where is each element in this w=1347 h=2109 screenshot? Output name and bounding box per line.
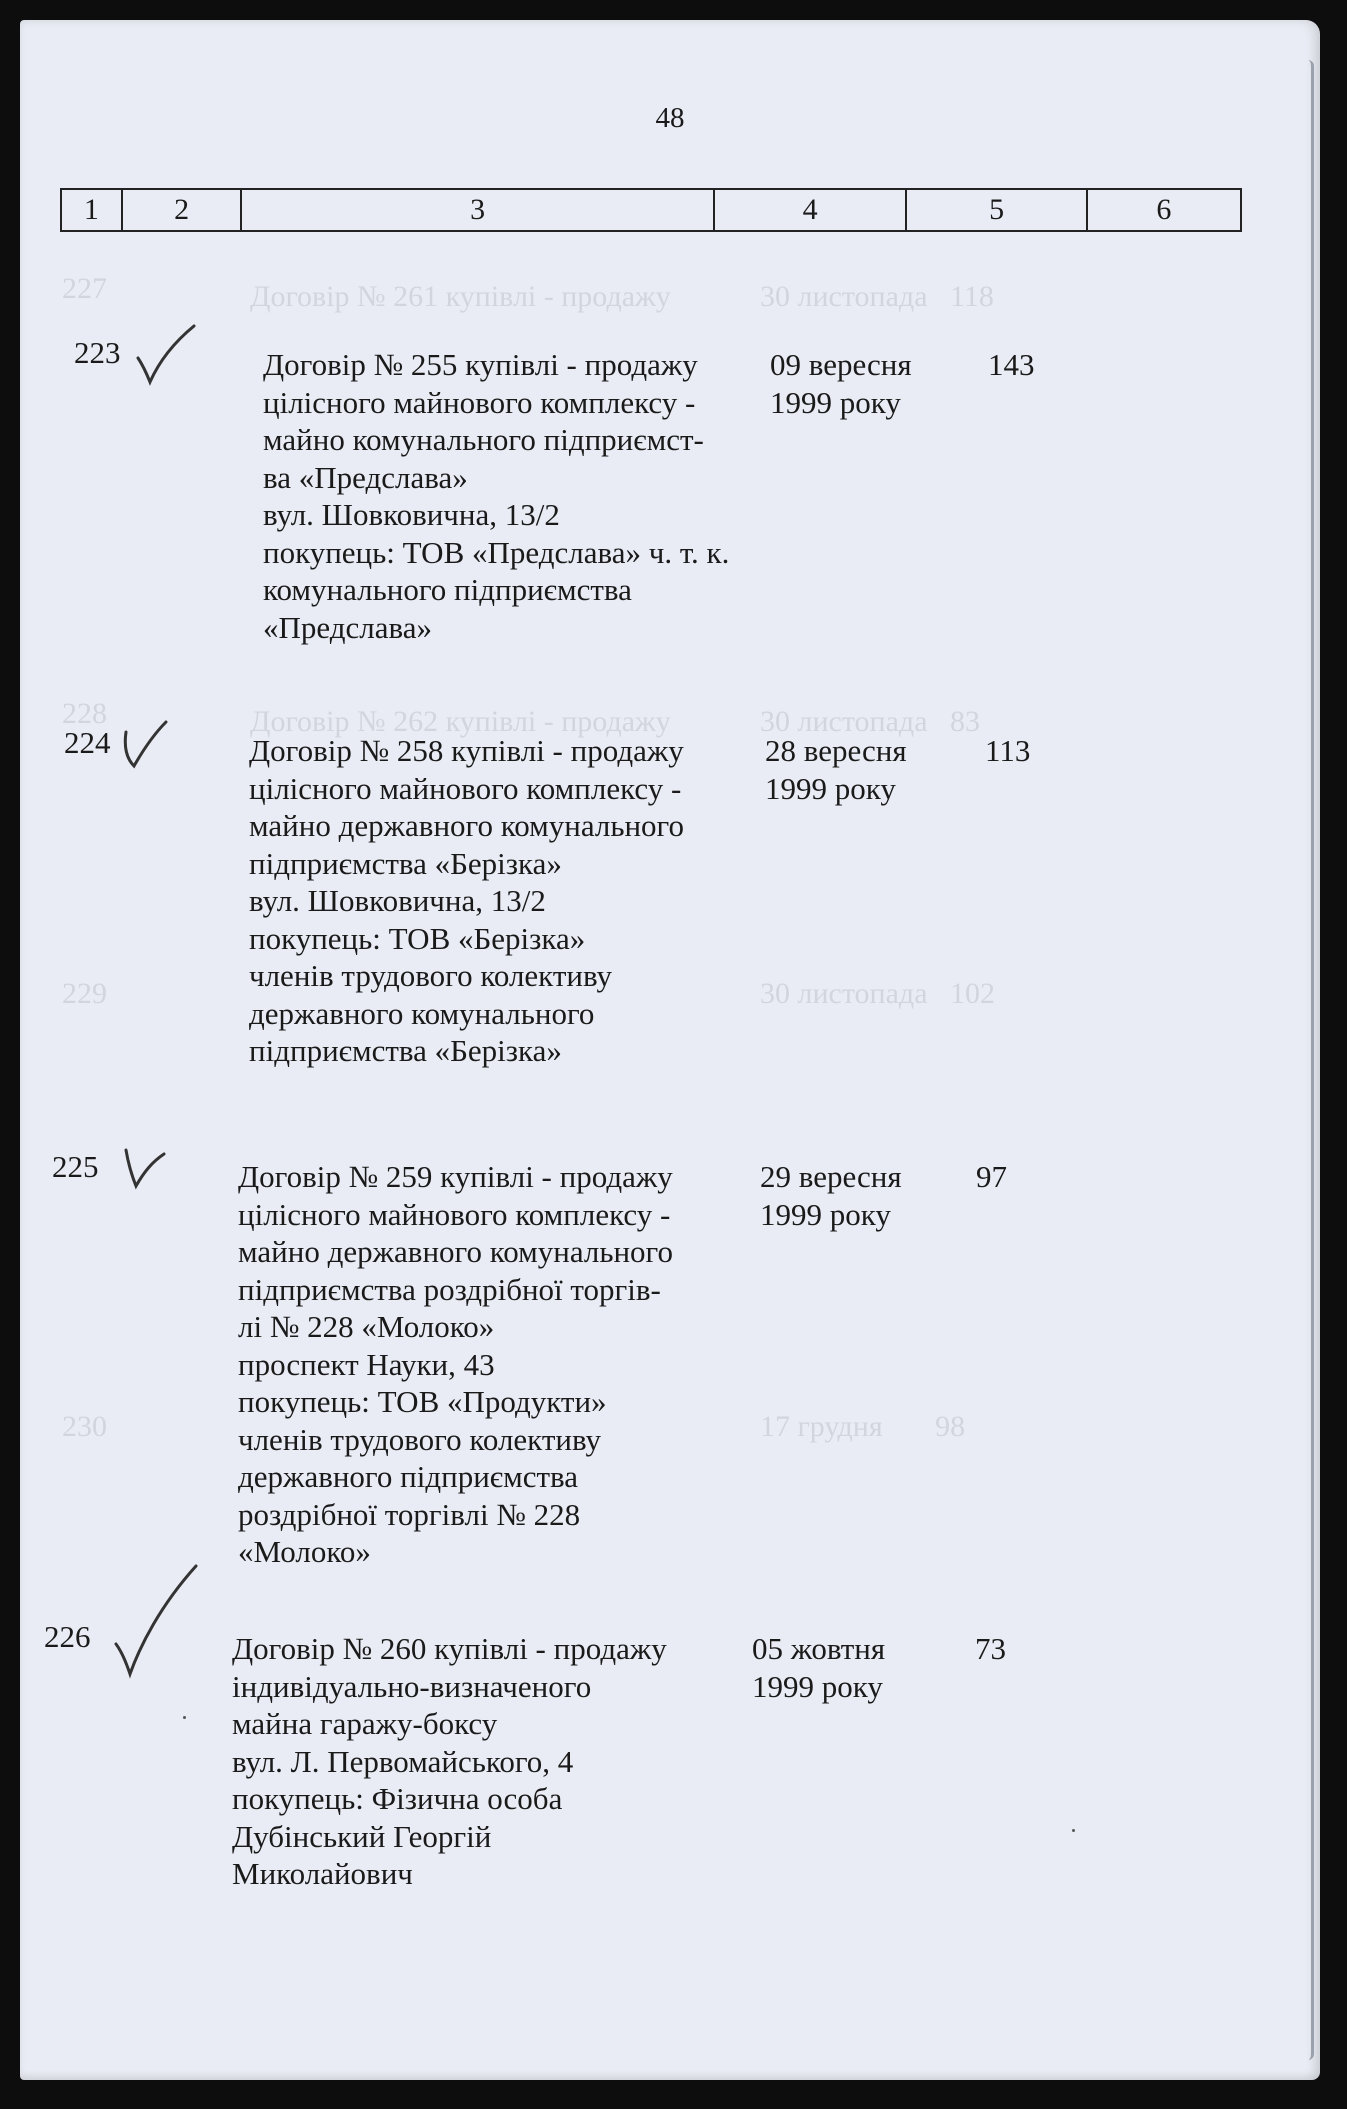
record-description: Договір № 258 купівлі - продажу цілісного майнового комплексу - майно державного комунального підприємства «Берізка» вул. Шовковична, 13/2 покупець: ТОВ «Берізка» членів трудового колективу державного комунального підприємства «Берізка» — [249, 733, 684, 1068]
record-number: 223 — [74, 335, 121, 370]
bleed-through-text: 230 — [62, 1410, 107, 1443]
record-date: 05 жовтня 1999 року — [752, 1631, 886, 1704]
paper-speck — [1072, 1829, 1075, 1832]
column-header: 1 — [61, 189, 122, 231]
column-header: 6 — [1087, 189, 1241, 231]
column-header: 5 — [906, 189, 1086, 231]
checkmark-icon — [120, 1140, 176, 1196]
record-number: 225 — [52, 1149, 99, 1184]
checkmark-icon — [110, 1560, 210, 1680]
record-page-count: 73 — [975, 1631, 1006, 1666]
record-page-count: 97 — [976, 1159, 1007, 1194]
record-date: 09 вересня 1999 року — [770, 347, 912, 420]
bleed-through-text: 30 листопада 102 — [760, 977, 996, 1010]
bleed-through-text: 229 — [62, 977, 107, 1010]
record-page-count: 143 — [988, 347, 1035, 382]
document-page — [20, 20, 1320, 2080]
page-edge — [1303, 60, 1314, 2060]
record-date: 29 вересня 1999 року — [760, 1159, 902, 1232]
record-description: Договір № 260 купівлі - продажу індивідуально-визначеного майна гаражу-боксу вул. Л. Первомайського, 4 покупець: Фізична особа Дубінський Георгій Миколайович — [232, 1631, 667, 1891]
bleed-through-text: 227 — [62, 272, 107, 305]
bleed-through-text: Договір № 261 купівлі - продажу — [250, 280, 671, 313]
record-number: 226 — [44, 1619, 91, 1654]
page-number: 48 — [655, 102, 685, 134]
column-header: 2 — [122, 189, 242, 231]
checkmark-icon — [132, 320, 202, 390]
bleed-through-text: 228 — [62, 697, 107, 730]
bleed-through-text: 17 грудня 98 — [760, 1410, 966, 1443]
bleed-through-text: 30 листопада 118 — [760, 280, 994, 313]
column-header: 4 — [714, 189, 907, 231]
bleed-through-text: 30 листопада 83 — [760, 705, 981, 738]
record-date: 28 вересня 1999 року — [765, 733, 907, 806]
column-header-table — [60, 188, 1242, 232]
checkmark-icon — [118, 716, 174, 776]
record-number: 224 — [64, 725, 111, 760]
record-description: Договір № 255 купівлі - продажу цілісного майнового комплексу - майно комунального підприємст- ва «Предслава» вул. Шовковична, 13/2 покупець: ТОВ «Предслава» ч. т. к. комунального підприємства «Предслава» — [263, 347, 730, 645]
bleed-through-text: Договір № 262 купівлі - продажу — [250, 705, 671, 738]
record-description: Договір № 259 купівлі - продажу цілісного майнового комплексу - майно державного комунального підприємства роздрібної торгів- лі № 228 «Молоко» проспект Науки, 43 покупець: ТОВ «Продукти» членів трудового колективу державного підприємства роздрібної торгівлі № 228 «Молоко» — [238, 1159, 673, 1569]
paper-speck — [183, 1716, 186, 1719]
record-page-count: 113 — [985, 733, 1031, 768]
column-header: 3 — [241, 189, 713, 231]
